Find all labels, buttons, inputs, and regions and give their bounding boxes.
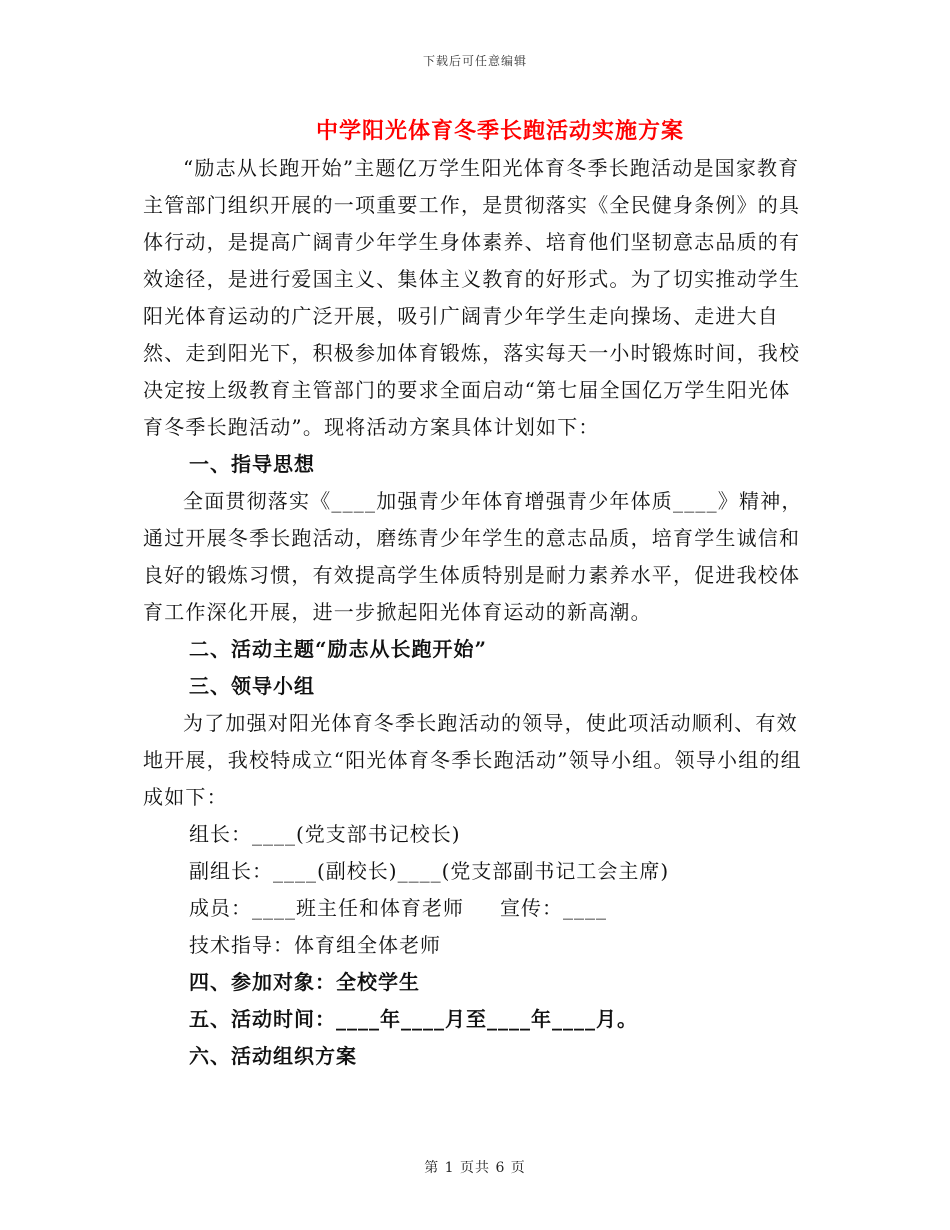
section-1-heading: 一、指导思想 xyxy=(189,452,315,476)
section-2-heading: 二、活动主题“励志从长跑开始” xyxy=(189,637,488,661)
header-note: 下载后可任意编辑 xyxy=(422,54,527,68)
section-4-heading: 四、参加对象：全校学生 xyxy=(189,970,420,994)
section-5-heading: 五、活动时间：____年____月至____年____月。 xyxy=(189,1007,638,1031)
page-footer: 第 1 页共 6 页 xyxy=(424,1160,526,1176)
section-3-body: 为了加强对阳光体育冬季长跑活动的领导，使此项活动顺利、有效地开展，我校特成立“阳光体育冬季长跑活动”领导小组。领导小组的组成如下： xyxy=(143,711,802,809)
members-line xyxy=(143,890,808,927)
document-title: 中学阳光体育冬季长跑活动实施方案 xyxy=(315,118,684,144)
leader-line: 组长：____(党支部书记校长) xyxy=(189,822,461,846)
intro-paragraph: “励志从长跑开始”主题亿万学生阳光体育冬季长跑活动是国家教育主管部门组织开展的一项重要工作，是贯彻落实《全民健身条例》的具体行动，是提高广阔青少年学生身体素养、培育他们坚韧意志品质的有效途径，是进行爱国主义、集体主义教育的好形式。为了切实推动学生阳光体育运动的广泛开展，吸引广阔青少年学生走向操场、走进大自然、走到阳光下，积极参加体育锻炼，落实每天一小时锻炼时间，我校决定按上级教育主管部门的要求全面启动“第七届全国亿万学生阳光体育冬季长跑活动”。现将活动方案具体计划如下： xyxy=(143,156,801,439)
section-6-heading: 六、活动组织方案 xyxy=(189,1044,357,1068)
technical-line: 技术指导：体育组全体老师 xyxy=(189,933,441,957)
document-body xyxy=(143,150,808,1075)
deputy-line: 副组长：____(副校长)____(党支部副书记工会主席) xyxy=(189,859,670,883)
section-1-body: 全面贯彻落实《____加强青少年体育增强青少年体质____》精神，通过开展冬季长跑活动，磨练青少年学生的意志品质，培育学生诚信和良好的锻炼习惯，有效提高学生体质特别是耐力素养水平，促进我校体育工作深化开展，进一步掀起阳光体育运动的新高潮。 xyxy=(143,489,803,624)
members-text: 成员：____班主任和体育老师 xyxy=(189,896,464,920)
publicity-text: 宣传：____ xyxy=(500,896,607,920)
section-3-heading: 三、领导小组 xyxy=(189,674,315,698)
